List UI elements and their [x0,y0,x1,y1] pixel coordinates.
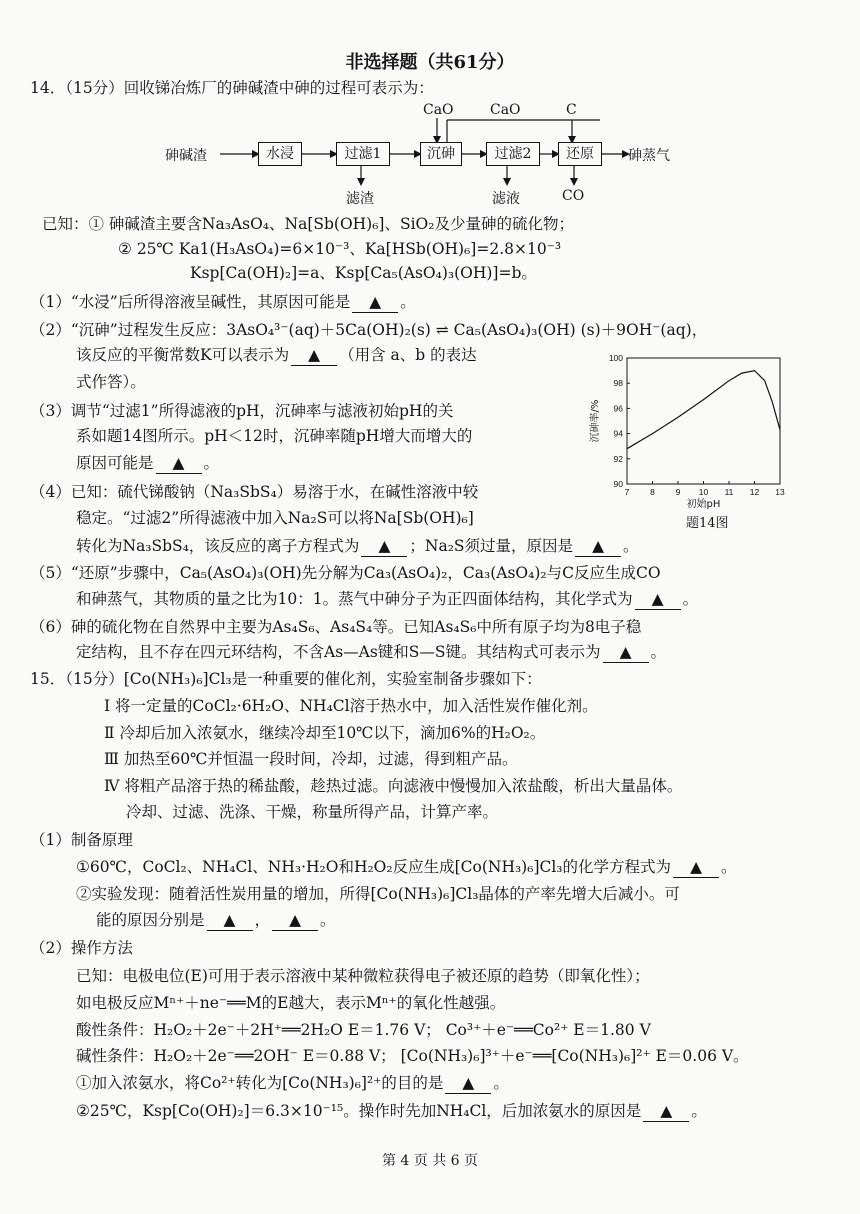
y-tick-label: 90 [613,479,623,489]
y-axis-label: 沉砷率/% [590,399,601,443]
q14-part2-line3: 式作答）。 [76,373,146,391]
q14-part3-line1: （3）调节“过滤1”所得滤液的pH，沉砷率与滤液初始pH的关 [30,402,454,420]
period: 。 [203,454,220,472]
q14-stem: 14．（15分）回收锑冶炼厂的砷碱渣中砷的过程可表示为： [30,79,434,97]
page-footer: 第 4 页 共 6 页 [381,1153,479,1169]
period: 。 [400,293,416,311]
flow-start: 砷碱渣 [165,148,207,164]
x-tick-label: 13 [775,487,785,497]
q15-known-base: 碱性条件：H₂O₂＋2e⁻══2OH⁻ E＝0.88 V； [Co(NH₃)₆]³⁺＋e⁻══[Co(NH₃)₆]²⁺ E＝0.06 V。 [76,1047,749,1065]
chart-frame [627,358,780,484]
q14-known-3: Ksp[Ca(OH)₂]=a、Ksp[Ca₅(AsO₄)₃(OH)]=b。 [190,264,537,282]
q14-part2-line1: （2）“沉砷”过程发生反应：3AsO₄³⁻(aq)＋5Ca(OH)₂(s) ⇌ Ca₅(AsO₄)₃(OH) (s)＋9OH⁻(aq)， [30,321,708,339]
period: 。 [623,537,639,555]
q14-part3-line2: 系如题14图所示。pH＜12时，沉砷率随pH增大而增大的 [76,427,473,445]
q15-step4-line1: Ⅳ 将粗产品溶于热的稀盐酸，趁热过滤。向滤液中慢慢加入浓盐酸，析出大量晶体。 [104,777,683,795]
q14-known-1: 已知：① 砷碱渣主要含Na₃AsO₄、Na[Sb(OH)₆]、SiO₂及少量砷的硫化物； [42,215,574,233]
x-tick-label: 11 [724,487,734,497]
q14-part4-mid: ；Na₂S须过量，原因是 [409,537,574,555]
section-title: 非选择题（共61分） [345,52,515,73]
comma: ， [254,911,271,929]
answer-blank[interactable]: ▲ [445,1073,491,1094]
q15-part1-2-line1: ②实验发现：随着活性炭用量的增加，所得[Co(NH₃)₆]Cl₃晶体的产率先增大后减小。可 [76,885,680,903]
answer-blank[interactable]: ▲ [635,589,681,610]
answer-blank[interactable]: ▲ [291,345,337,366]
period: 。 [493,1074,509,1092]
q14-part6-line2 [76,642,666,663]
series-line [627,371,780,449]
answer-blank[interactable]: ▲ [643,1101,689,1122]
q15-part1-2-text: 能的原因分别是 [96,911,205,929]
q15-step3: Ⅲ 加热至60℃并恒温一段时间，冷却，过滤，得到粗产品。 [104,750,518,768]
x-tick-label: 12 [749,487,760,497]
period: 。 [721,858,737,876]
q14-part4-text: 转化为Na₃SbS₄，该反应的离子方程式为 [76,537,360,555]
x-tick-label: 10 [698,487,709,497]
x-tick-label: 8 [650,487,655,497]
answer-blank[interactable]: ▲ [603,642,649,663]
flow-output-residue: 滤渣 [346,191,374,207]
q14-part3-text: 原因可能是 [76,454,154,472]
q15-heading1: （1）制备原理 [30,831,133,849]
q14-part6-text: 定结构，且不存在四元环结构，不含As—As键和S—S键。其结构式可表示为 [76,643,601,661]
flow-input-c: C [566,102,577,118]
q15-known-2: 如电极反应Mⁿ⁺＋ne⁻══M的E越大，表示Mⁿ⁺的氧化性越强。 [76,994,506,1012]
y-tick-label: 94 [613,428,623,439]
answer-blank[interactable]: ▲ [272,910,318,931]
period: 。 [320,911,336,929]
flow-input-cao1: CaO [423,102,454,118]
x-tick-label: 7 [624,487,630,497]
period: 。 [691,1102,707,1120]
flow-step-filter1: 过滤1 [336,142,390,166]
q15-part2-1 [76,1073,509,1094]
q15-part2-2 [76,1101,707,1122]
q15-part2-1-text: ①加入浓氨水，将Co²⁺转化为[Co(NH₃)₆]²⁺的目的是 [76,1074,444,1092]
q15-step2: Ⅱ 冷却后加入浓氨水，继续冷却至10℃以下，滴加6%的H₂O₂。 [104,724,546,742]
y-tick-label: 96 [613,403,623,414]
q15-step4-line2: 冷却、过滤、洗涤、干燥，称量所得产品，计算产率。 [126,803,499,821]
q14-part2-text: 该反应的平衡常数K可以表示为 [76,346,290,364]
answer-blank[interactable]: ▲ [156,453,202,474]
flow-step-reduce: 还原 [558,142,602,166]
flow-step-precipitate: 沉砷 [420,142,462,166]
answer-blank[interactable]: ▲ [361,536,407,557]
q15-known-acid: 酸性条件：H₂O₂＋2e⁻＋2H⁺══2H₂O E＝1.76 V； Co³⁺＋e⁻══Co²⁺ E＝1.80 V [76,1021,651,1039]
answer-blank[interactable]: ▲ [575,536,621,557]
flow-output-co: CO [562,188,585,204]
x-tick-label: 9 [675,487,681,497]
y-tick-label: 100 [608,353,623,363]
x-axis-label: 初始pH [686,499,721,510]
q15-part1-1-text: ①60℃，CoCl₂、NH₄Cl、NH₃·H₂O和H₂O₂反应生成[Co(NH₃)₆]Cl₃的化学方程式为 [76,858,672,876]
q14-part5-text: 和砷蒸气，其物质的量之比为10：1。蒸气中砷分子为正四面体结构，其化学式为 [76,590,633,608]
period: 。 [650,643,667,661]
q15-heading2: （2）操作方法 [30,939,133,957]
q14-part2-tail: （用含 a、b 的表达 [339,346,477,364]
q14-part4-line2: 稳定。“过滤2”所得滤液中加入Na₂S可以将Na[Sb(OH)₆] [76,509,474,527]
answer-blank[interactable]: ▲ [207,910,253,931]
q14-part6-line1: （6）砷的硫化物在自然界中主要为As₄S₆、As₄S₄等。已知As₄S₆中所有原子均为8电子稳 [30,618,642,636]
answer-blank[interactable]: ▲ [352,292,398,313]
q14-part5-line1: （5）“还原”步骤中，Ca₅(AsO₄)₃(OH)先分解为Ca₃(AsO₄)₂，Ca₃(AsO₄)₂与C反应生成CO [30,564,661,582]
y-tick-label: 92 [613,453,623,464]
answer-blank[interactable]: ▲ [673,857,719,878]
flow-input-cao2: CaO [490,102,521,118]
flow-end: 砷蒸气 [628,148,670,164]
q15-part1-2-line2 [96,910,336,931]
q15-known-1: 已知：电极电位(E)可用于表示溶液中某种微粒获得电子被还原的趋势（即氧化性）； [76,967,650,985]
q14-part5-line2 [76,589,698,610]
y-tick-label: 98 [613,378,623,389]
chart-caption: 题14图 [686,516,729,531]
q15-step1: Ⅰ 将一定量的CoCl₂·6H₂O、NH₄Cl溶于热水中，加入活性炭作催化剂。 [104,697,598,715]
flow-output-filtrate: 滤液 [492,191,520,207]
q15-part1-1 [76,857,737,878]
q15-stem: 15．（15分）[Co(NH₃)₆]Cl₃是一种重要的催化剂，实验室制备步骤如下： [30,670,542,688]
period: 。 [682,590,699,608]
q14-part1-text: （1）“水浸”后所得溶液呈碱性，其原因可能是 [30,293,351,311]
flow-step-water-leach: 水浸 [258,142,302,166]
q14-known-2: ② 25℃ Ka1(H₃AsO₄)=6×10⁻³、Ka[HSb(OH)₆]=2.8×10⁻³ [118,240,562,258]
q15-part2-2-text: ②25℃，Ksp[Co(OH)₂]＝6.3×10⁻¹⁵。操作时先加NH₄Cl，后加浓氨水的原因是 [76,1102,642,1120]
flow-step-filter2: 过滤2 [486,142,540,166]
q14-part4-line1: （4）已知：硫代锑酸钠（Na₃SbS₄）易溶于水，在碱性溶液中较 [30,483,479,501]
